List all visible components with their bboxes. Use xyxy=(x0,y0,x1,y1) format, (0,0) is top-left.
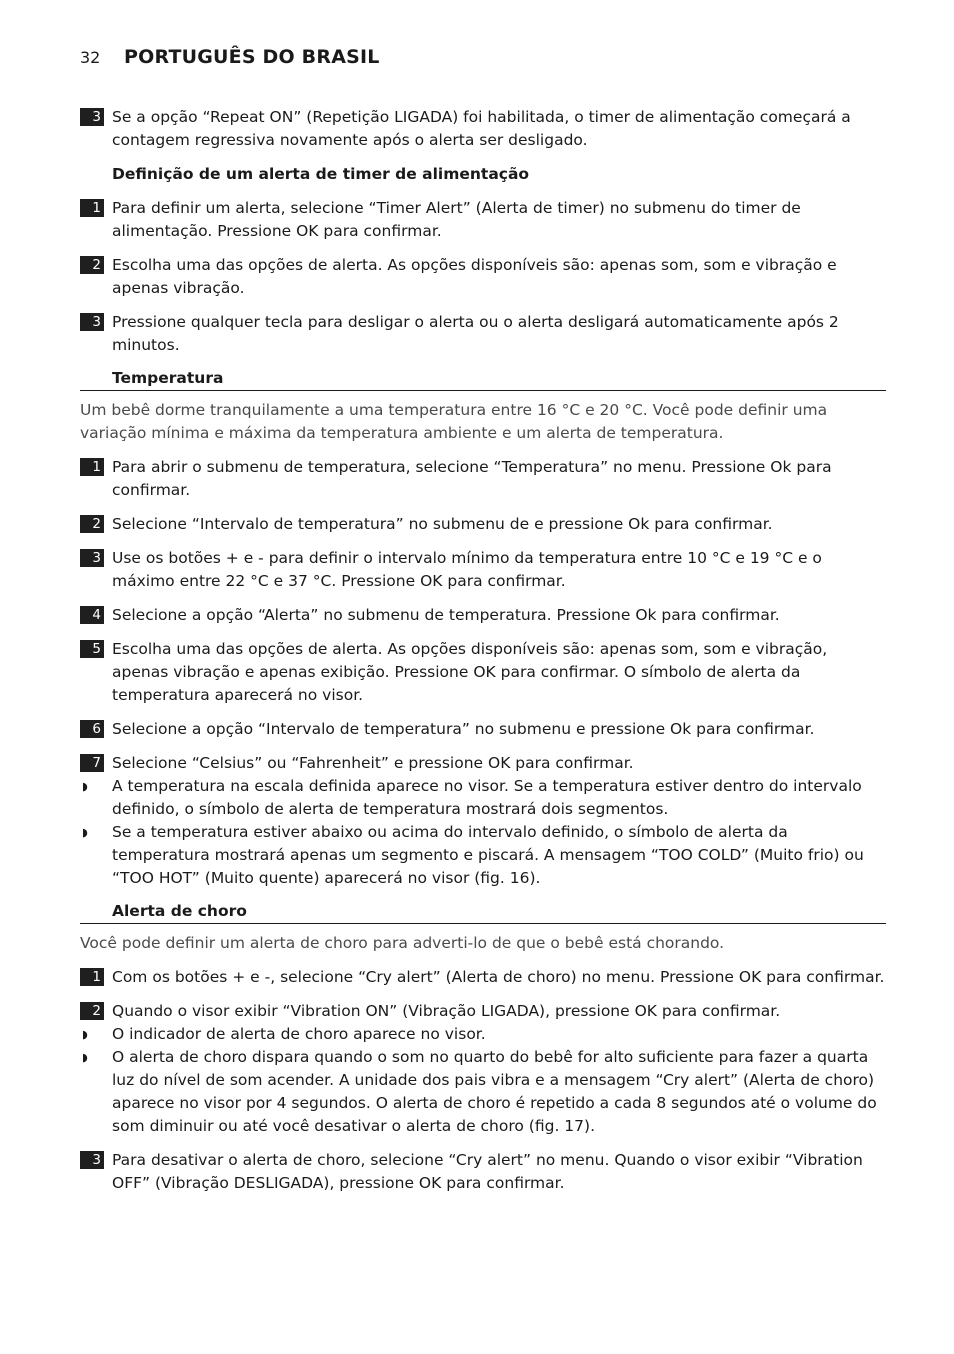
bullet-item xyxy=(80,775,886,821)
step-text: Quando o visor exibir “Vibration ON” (Vibração LIGADA), pressione OK para confirmar. xyxy=(112,1002,781,1020)
section-heading-cry-alert: Alerta de choro xyxy=(80,901,886,924)
step-text: Para definir um alerta, selecione “Timer Alert” (Alerta de timer) no submenu do timer de alimentação. Pressione OK para confirmar. xyxy=(112,199,801,240)
bullet-item xyxy=(80,821,886,890)
step-text: Selecione a opção “Intervalo de temperatura” no submenu e pressione Ok para confirmar. xyxy=(112,720,815,738)
step-item xyxy=(80,1149,886,1195)
step-number: 7 xyxy=(80,754,104,772)
step-item xyxy=(80,966,886,989)
step-number: 2 xyxy=(80,515,104,533)
step-item xyxy=(80,1000,886,1023)
section-heading-temperature: Temperatura xyxy=(80,368,886,391)
step-text: Pressione qualquer tecla para desligar o alerta ou o alerta desligará automaticamente após 2 minutos. xyxy=(112,313,839,354)
step-number: 1 xyxy=(80,458,104,476)
step-text: Selecione “Celsius” ou “Fahrenheit” e pressione OK para confirmar. xyxy=(112,754,634,772)
step-item xyxy=(80,638,886,707)
step-text: Use os botões + e - para definir o intervalo mínimo da temperatura entre 10 °C e 19 °C e o máximo entre 22 °C e 37 °C. Pressione OK para confirmar. xyxy=(112,549,822,590)
step-text: Escolha uma das opções de alerta. As opções disponíveis são: apenas som, som e vibração e apenas vibração. xyxy=(112,256,837,297)
step-text: Escolha uma das opções de alerta. As opções disponíveis são: apenas som, som e vibração, apenas vibração e apenas exibição. Pressione OK para confirmar. O símbolo de alerta da temperatura aparecerá no visor. xyxy=(112,640,828,704)
step-item xyxy=(80,752,886,775)
page-number: 32 xyxy=(80,48,101,67)
step-number: 3 xyxy=(80,108,104,126)
bullet-item xyxy=(80,1023,886,1046)
bullet-arrow-icon: ◗ xyxy=(82,826,88,839)
step-item xyxy=(80,311,886,357)
step-text: Selecione “Intervalo de temperatura” no submenu de e pressione Ok para confirmar. xyxy=(112,515,773,533)
step-number: 3 xyxy=(80,549,104,567)
bullet-text: O indicador de alerta de choro aparece no visor. xyxy=(112,1025,486,1043)
step-number: 1 xyxy=(80,968,104,986)
step-item xyxy=(80,513,886,536)
step-item xyxy=(80,604,886,627)
step-text: Para desativar o alerta de choro, selecione “Cry alert” no menu. Quando o visor exibir “Vibration OFF” (Vibração DESLIGADA), pressione OK para confirmar. xyxy=(112,1151,863,1192)
bullet-arrow-icon: ◗ xyxy=(82,1028,88,1041)
section-intro: Você pode definir um alerta de choro para adverti-lo de que o bebê está chorando. xyxy=(80,934,725,952)
step-text: Selecione a opção “Alerta” no submenu de temperatura. Pressione Ok para confirmar. xyxy=(112,606,780,624)
step-number: 5 xyxy=(80,640,104,658)
bullet-text: A temperatura na escala definida aparece no visor. Se a temperatura estiver dentro do intervalo definido, o símbolo de alerta de temperatura mostrará dois segmentos. xyxy=(112,777,862,818)
step-item xyxy=(80,197,886,243)
step-number: 1 xyxy=(80,199,104,217)
page-content xyxy=(80,106,886,1206)
page-title: PORTUGUÊS DO BRASIL xyxy=(124,46,380,68)
step-number: 3 xyxy=(80,313,104,331)
step-number: 2 xyxy=(80,256,104,274)
step-text: Se a opção “Repeat ON” (Repetição LIGADA) foi habilitada, o timer de alimentação começará a contagem regressiva novamente após o alerta ser desligado. xyxy=(112,108,851,149)
step-item xyxy=(80,456,886,502)
bullet-arrow-icon: ◗ xyxy=(82,1051,88,1064)
section-intro: Um bebê dorme tranquilamente a uma temperatura entre 16 °C e 20 °C. Você pode definir uma variação mínima e máxima da temperatura ambiente e um alerta de temperatura. xyxy=(80,401,828,442)
section-heading-feeding-alert: Definição de um alerta de timer de alimentação xyxy=(112,165,530,183)
bullet-text: Se a temperatura estiver abaixo ou acima do intervalo definido, o símbolo de alerta da temperatura mostrará apenas um segmento e piscará. A mensagem “TOO COLD” (Muito frio) ou “TOO HOT” (Muito quente) aparecerá no visor (fig. 16). xyxy=(112,823,864,887)
step-number: 4 xyxy=(80,606,104,624)
step-item xyxy=(80,718,886,741)
bullet-arrow-icon: ◗ xyxy=(82,780,88,793)
page-header xyxy=(80,46,380,76)
step-item xyxy=(80,254,886,300)
step-text: Com os botões + e -, selecione “Cry alert” (Alerta de choro) no menu. Pressione OK para confirmar. xyxy=(112,968,885,986)
bullet-item xyxy=(80,1046,886,1138)
step-text: Para abrir o submenu de temperatura, selecione “Temperatura” no menu. Pressione Ok para confirmar. xyxy=(112,458,832,499)
step-number: 3 xyxy=(80,1151,104,1169)
bullet-text: O alerta de choro dispara quando o som no quarto do bebê for alto suficiente para fazer a quarta luz do nível de som acender. A unidade dos pais vibra e a mensagem “Cry alert” (Alerta de choro) aparece no visor por 4 segundos. O alerta de choro é repetido a cada 8 segundos até o volume do som diminuir ou até você desativar o alerta de choro (fig. 17). xyxy=(112,1048,877,1135)
step-number: 6 xyxy=(80,720,104,738)
step-item xyxy=(80,547,886,593)
step-number: 2 xyxy=(80,1002,104,1020)
step-item xyxy=(80,106,886,152)
